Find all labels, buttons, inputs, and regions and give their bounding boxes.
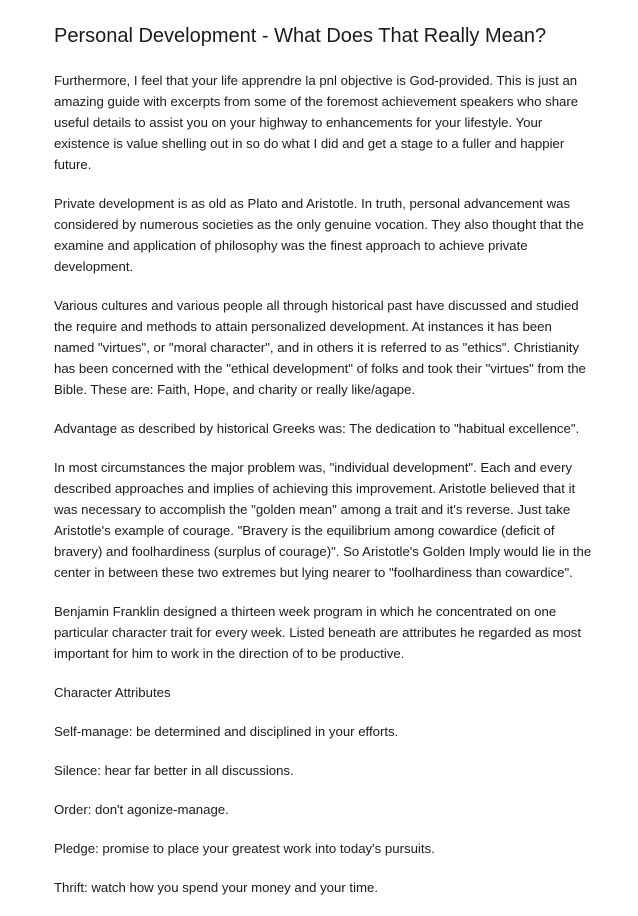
paragraph-franklin: Benjamin Franklin designed a thirteen week program in which he concentrated on one particular character trait for every week. Listed beneath are attributes he regarded as most important for him to work in the direction of to be productive.: [54, 604, 582, 661]
paragraph-greek-virtue: Advantage as described by historical Greeks was: The dedication to "habitual excellence".: [54, 421, 580, 436]
attribute-pledge: Pledge: promise to place your greatest work into today's pursuits.: [54, 841, 435, 856]
attribute-self-manage: Self-manage: be determined and disciplined in your efforts.: [54, 724, 399, 739]
section-heading-character-attributes: Character Attributes: [54, 685, 171, 700]
paragraph-intro: Furthermore, I feel that your life apprendre la pnl objective is God-provided. This is just an amazing guide with excerpts from some of the foremost achievement speakers who share useful details to assist you on your highway to enhancements for your lifestyle. Your existence is value shelling out in so do what I did and get a stage to a fuller and happier future.: [54, 73, 579, 172]
paragraph-plato-aristotle: Private development is as old as Plato and Aristotle. In truth, personal advancement was considered by numerous societies as the only genuine vocation. They also thought that the examine and application of philosophy was the finest approach to achieve private development.: [54, 196, 584, 274]
page-title: Personal Development - What Does That Really Mean?: [54, 25, 547, 47]
attribute-silence: Silence: hear far better in all discussions.: [54, 763, 294, 778]
attribute-thrift: Thrift: watch how you spend your money and your time.: [54, 880, 378, 895]
paragraph-golden-mean: In most circumstances the major problem was, "individual development". Each and every described approaches and implies of achieving this improvement. Aristotle believed that it was necessary to accomplish the "golden mean" among a trait and it's reverse. Just take Aristotle's example of courage. "Bravery is the equilibrium among cowardice (deficit of bravery) and foolhardiness (surplus of courage)". So Aristotle's Golden Imply would lie in the center in between these two extremes but lying nearer to "foolhardiness than cowardice".: [54, 460, 592, 580]
article-body: [54, 70, 594, 916]
paragraph-cultures: Various cultures and various people all through historical past have discussed and studied the require and methods to attain personalized development. At instances it has been named "virtues", or "moral character", and in others it is referred to as "ethics". Christianity has been concerned with the "ethical development" of folks and took their "virtues" from the Bible. These are: Faith, Hope, and charity or really like/agape.: [54, 298, 586, 397]
attribute-order: Order: don't agonize-manage.: [54, 802, 229, 817]
